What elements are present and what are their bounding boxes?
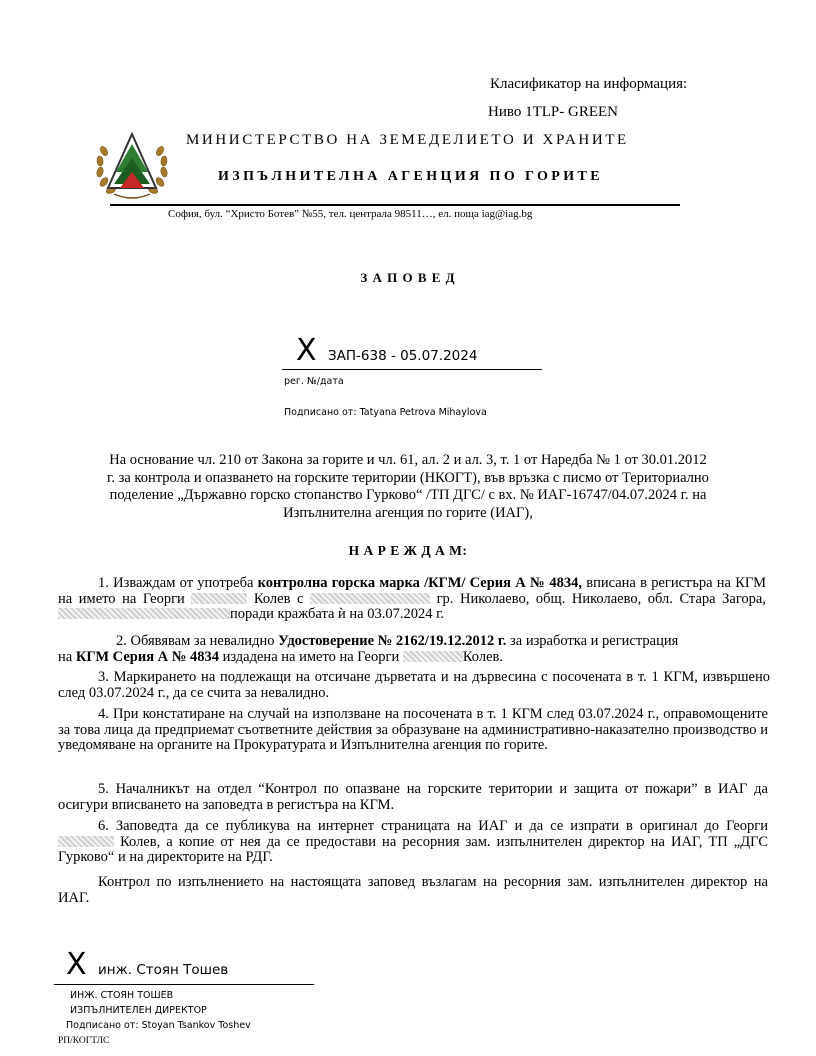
redacted-text (58, 608, 230, 619)
control-paragraph: Контрол по изпълнението на настоящата заповед възлагам на ресорния зам. изпълнителен директор на ИАГ. (58, 874, 768, 906)
signatory-position: ИЗПЪЛНИТЕЛЕН ДИРЕКТОР (70, 1005, 207, 1016)
agency-address: София, бул. “Христо Ботев” №55, тел. централа 98511…, ел. поща iag@iag.bg (168, 208, 533, 220)
order-item-4: 4. При констатиране на случай на използване на посочената в т. 1 КГМ след 03.07.2024 г., оправомощените за това лица да предприемат съответните действия за образуване на административно-наказателно производство и уведомяване на органите на Прокуратурата и Изпълнителна агенция по горите. (58, 706, 768, 753)
redacted-text (191, 593, 247, 604)
order-item-2: 2. Обявявам за невалидно Удостоверение № 2162/19.12.2012 г. за изработка и регистрация на КГМ Серия А № 4834 издадена на името на Георги Колев. (58, 633, 679, 665)
order-item-3: 3. Маркирането на подлежащи на отсичане дърветата и на дървесина с посочената в т. 1 КГМ, извършено след 03.07.2024 г., да се счита за невалидно. (58, 669, 770, 701)
document-title: З А П О В Е Д (360, 270, 456, 285)
redacted-text (58, 836, 114, 847)
signature-line-bottom (54, 984, 314, 985)
x-mark-icon: X (66, 947, 87, 982)
redacted-text (403, 651, 463, 662)
registration-caption: рег. №/дата (284, 376, 344, 387)
signature-line-top (282, 369, 542, 370)
order-item-6: 6. Заповедта да се публикува на интернет страницата на ИАГ и да се изпрати в оригинал до Георги Колев, а копие от нея да се предостави на ресорния зам. изпълнителен директор на ИАГ, ТП „ДГС Гурково“ и на директорите на РДГ. (58, 818, 768, 865)
signatory-name-caps: ИНЖ. СТОЯН ТОШЕВ (70, 990, 174, 1001)
header-divider (110, 204, 680, 206)
preamble-line-4: Изпълнителна агенция по горите (ИАГ), (283, 505, 533, 521)
agency-name: ИЗПЪЛНИТЕЛНА АГЕНЦИЯ ПО ГОРИТЕ (218, 169, 603, 184)
author-initials: РП/КОГТЛС (58, 1036, 110, 1046)
registration-number: ЗАП-638 - 05.07.2024 (328, 348, 478, 364)
signed-by-bottom: Подписано от: Stoyan Tsankov Toshev (66, 1020, 251, 1031)
signatory-name: инж. Стоян Тошев (98, 962, 229, 978)
order-item-1: 1. Изваждам от употреба контролна горска марка /КГМ/ Серия А № 4834, вписана в регистъра на КГМ на името на Георги Колев с гр. Николаево, общ. Николаево, обл. Стара Загора, поради кражбата ѝ на 03.07.2024 г. (58, 575, 766, 622)
x-mark-icon: X (296, 333, 317, 368)
preamble-line-3: поделение „Държавно горско стопанство Гурково“ /ТП ДГС/ с вх. № ИАГ-16747/04.07.2024 г. на (109, 487, 707, 503)
signed-by-top: Подписано от: Tatyana Petrova Mihaylova (284, 407, 487, 418)
order-item-5: 5. Началникът на отдел “Контрол по опазване на горските територии и защита от пожари” в ИАГ да осигури вписването на заповедта в регистъра на КГМ. (58, 781, 768, 813)
agency-logo (92, 128, 172, 202)
classifier-level: Ниво 1TLP- GREEN (488, 104, 618, 120)
preamble-line-2: г. за контрола и опазването на горските територии (НКОГТ), във връзка с писмо от Териториално (107, 470, 709, 486)
ministry-name: МИНИСТЕРСТВО НА ЗЕМЕДЕЛИЕТО И ХРАНИТЕ (186, 132, 629, 148)
order-heading: Н А Р Е Ж Д А М: (348, 543, 468, 558)
redacted-text (310, 593, 430, 604)
classifier-label: Класификатор на информация: (490, 76, 688, 92)
preamble-line-1: На основание чл. 210 от Закона за горите и чл. 61, ал. 2 и ал. 3, т. 1 от Наредба № 1 от 30.01.2012 (109, 452, 707, 468)
